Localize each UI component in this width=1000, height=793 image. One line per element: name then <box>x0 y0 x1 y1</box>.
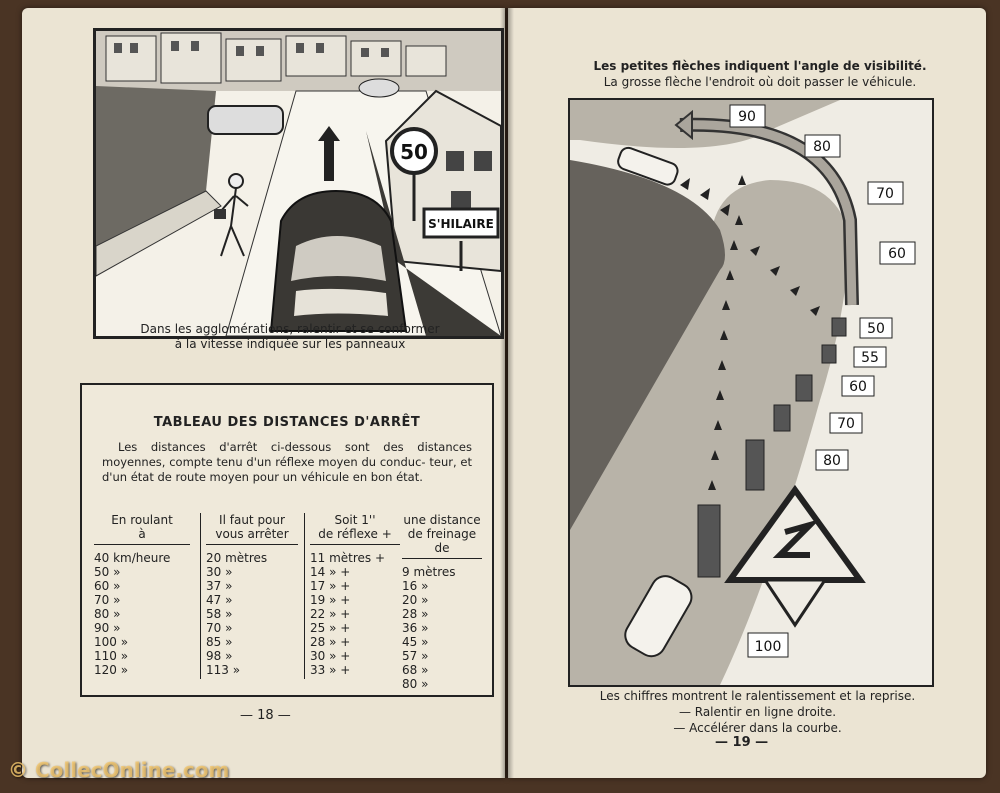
table-intro <box>102 440 472 485</box>
caption-line: à la vitesse indiquée sur les panneaux <box>174 337 406 351</box>
table-cell: 58 » <box>206 607 233 621</box>
watermark: © CollecOnline.com <box>8 758 230 782</box>
marker-inner: 50 <box>867 321 885 337</box>
table-cell: 22 » + <box>310 607 351 621</box>
table-cell: 45 » <box>402 635 429 649</box>
reflex-column <box>310 513 400 677</box>
table-cell: 40 km/heure <box>94 551 171 565</box>
stopping-distance-table <box>80 383 494 697</box>
table-cell: 11 mètres + <box>310 551 386 565</box>
caption-line: — Ralentir en ligne droite. <box>678 705 837 719</box>
column-header: de freinage de <box>407 527 477 555</box>
table-cell: 113 » <box>206 663 241 677</box>
table-cell: 60 » <box>94 579 121 593</box>
table-cell: 98 » <box>206 649 233 663</box>
marker-outer: 90 <box>738 109 756 125</box>
table-cell: 19 » + <box>310 593 351 607</box>
caption-line: — Accélérer dans la courbe. <box>673 721 842 735</box>
table-cell: 57 » <box>402 649 429 663</box>
table-cell: 25 » + <box>310 621 351 635</box>
column-header: vous arrêter <box>215 527 289 541</box>
caption-line: Les chiffres montrent le ralentissement et la reprise. <box>599 689 916 703</box>
marker-outer: 80 <box>813 139 831 155</box>
table-cell: 28 » + <box>310 635 351 649</box>
right-illustration-caption <box>560 688 955 736</box>
table-cell: 33 » + <box>310 663 351 677</box>
table-cell: 9 mètres <box>402 565 456 579</box>
table-cell: 14 » + <box>310 565 351 579</box>
table-cell: 70 » <box>206 621 233 635</box>
right-page-header <box>560 58 960 90</box>
intro-line: bon état. <box>370 470 423 484</box>
intro-line: moyennes, compte tenu d'un réflexe moyen du conduc- <box>102 455 426 469</box>
table-title: TABLEAU DES DISTANCES D'ARRÊT <box>153 415 421 430</box>
table-cell: 110 » <box>94 649 129 663</box>
marker-outer: 70 <box>876 186 894 202</box>
column-header: Soit 1'' <box>334 513 376 527</box>
table-cell: 50 » <box>94 565 121 579</box>
marker-inner: 80 <box>823 453 841 469</box>
page-number-left: — 18 — <box>240 708 291 723</box>
marker-bottom: 100 <box>754 639 782 655</box>
braking-column <box>402 513 482 691</box>
curve-diagram <box>568 98 934 687</box>
table-cell: 36 » <box>402 621 429 635</box>
column-divider <box>200 513 201 679</box>
table-cell: 80 » <box>94 607 121 621</box>
town-name-sign: S'HILAIRE <box>428 217 494 231</box>
intro-line: teur, et d'un état de route moyen pour un véhicule en <box>102 455 472 484</box>
column-header: une distance <box>403 513 481 527</box>
column-header: de réflexe + <box>318 527 392 541</box>
marker-inner: 60 <box>849 379 867 395</box>
table-cell: 90 » <box>94 621 121 635</box>
marker-inner: 55 <box>861 350 879 366</box>
table-cell: 20 » <box>402 593 429 607</box>
table-cell: 85 » <box>206 635 233 649</box>
header-line: La grosse flèche l'endroit où doit passer le véhicule. <box>603 75 917 89</box>
table-cell: 80 » <box>402 677 429 691</box>
table-columns <box>90 513 484 691</box>
table-cell: 30 » <box>206 565 233 579</box>
caption-line: Dans les agglomérations, ralentir et se conformer <box>140 322 440 336</box>
page-number-right: — 19 — <box>715 735 769 750</box>
table-cell: 68 » <box>402 663 429 677</box>
town-street-illustration <box>93 28 504 339</box>
column-header: En roulant <box>111 513 173 527</box>
marker-inner: 70 <box>837 416 855 432</box>
speed-column <box>94 513 190 677</box>
table-cell: 37 » <box>206 579 233 593</box>
table-cell: 20 mètres <box>206 551 268 565</box>
column-header: à <box>138 527 146 541</box>
column-divider <box>304 513 305 679</box>
intro-line: Les distances d'arrêt ci-dessous sont des distances <box>118 440 472 454</box>
table-cell: 28 » <box>402 607 429 621</box>
marker-outer: 60 <box>888 246 906 262</box>
table-cell: 17 » + <box>310 579 351 593</box>
column-header: Il faut pour <box>219 513 285 527</box>
table-cell: 120 » <box>94 663 129 677</box>
table-cell: 70 » <box>94 593 121 607</box>
stop-column <box>206 513 298 677</box>
left-illustration-caption <box>120 322 460 352</box>
table-cell: 100 » <box>94 635 129 649</box>
speed-limit-sign: 50 <box>400 140 428 164</box>
table-cell: 47 » <box>206 593 233 607</box>
header-line: Les petites flèches indiquent l'angle de visibilité. <box>593 59 927 73</box>
table-cell: 16 » <box>402 579 429 593</box>
table-cell: 30 » + <box>310 649 351 663</box>
